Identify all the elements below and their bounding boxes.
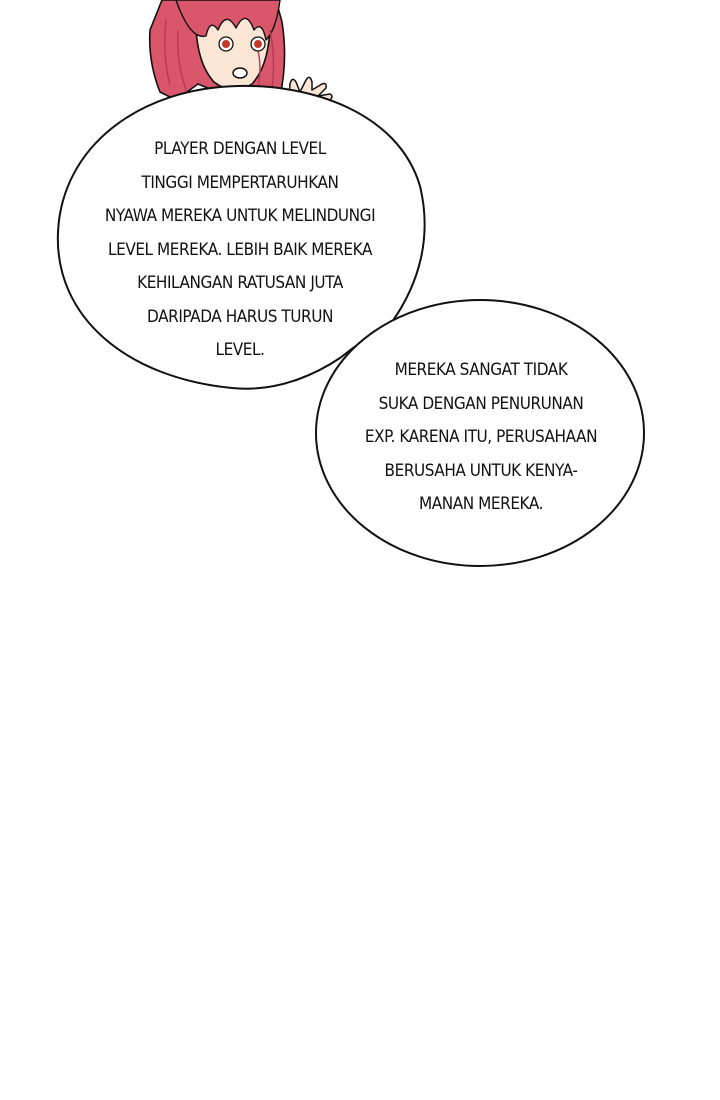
speech-line: PLAYER DENGAN LEVEL: [154, 139, 326, 159]
character-mouth: [233, 68, 247, 78]
speech-line: MANAN MEREKA.: [418, 494, 544, 514]
speech-line: EXP. KARENA ITU, PERUSAHAAN: [364, 427, 598, 447]
speech-line: TINGGI MEMPERTARUHKAN: [141, 172, 339, 193]
speech-line: LEVEL MEREKA. LEBIH BAIK MEREKA: [108, 239, 372, 260]
speech-line: SUKA DENGAN PENURUNAN: [378, 393, 584, 414]
speech-line: LEVEL.: [215, 340, 265, 360]
speech-line: NYAWA MEREKA UNTUK MELINDUNGI: [104, 206, 376, 226]
speech-line: MEREKA SANGAT TIDAK: [394, 360, 568, 380]
speech-line: DARIPADA HARUS TURUN: [147, 306, 333, 327]
speech-line: KEHILANGAN RATUSAN JUTA: [137, 273, 343, 293]
speech-bubble-2-text: [318, 354, 644, 522]
speech-bubble-1-text: [69, 133, 411, 368]
speech-line: BERUSAHA UNTUK KENYA-: [384, 460, 578, 481]
